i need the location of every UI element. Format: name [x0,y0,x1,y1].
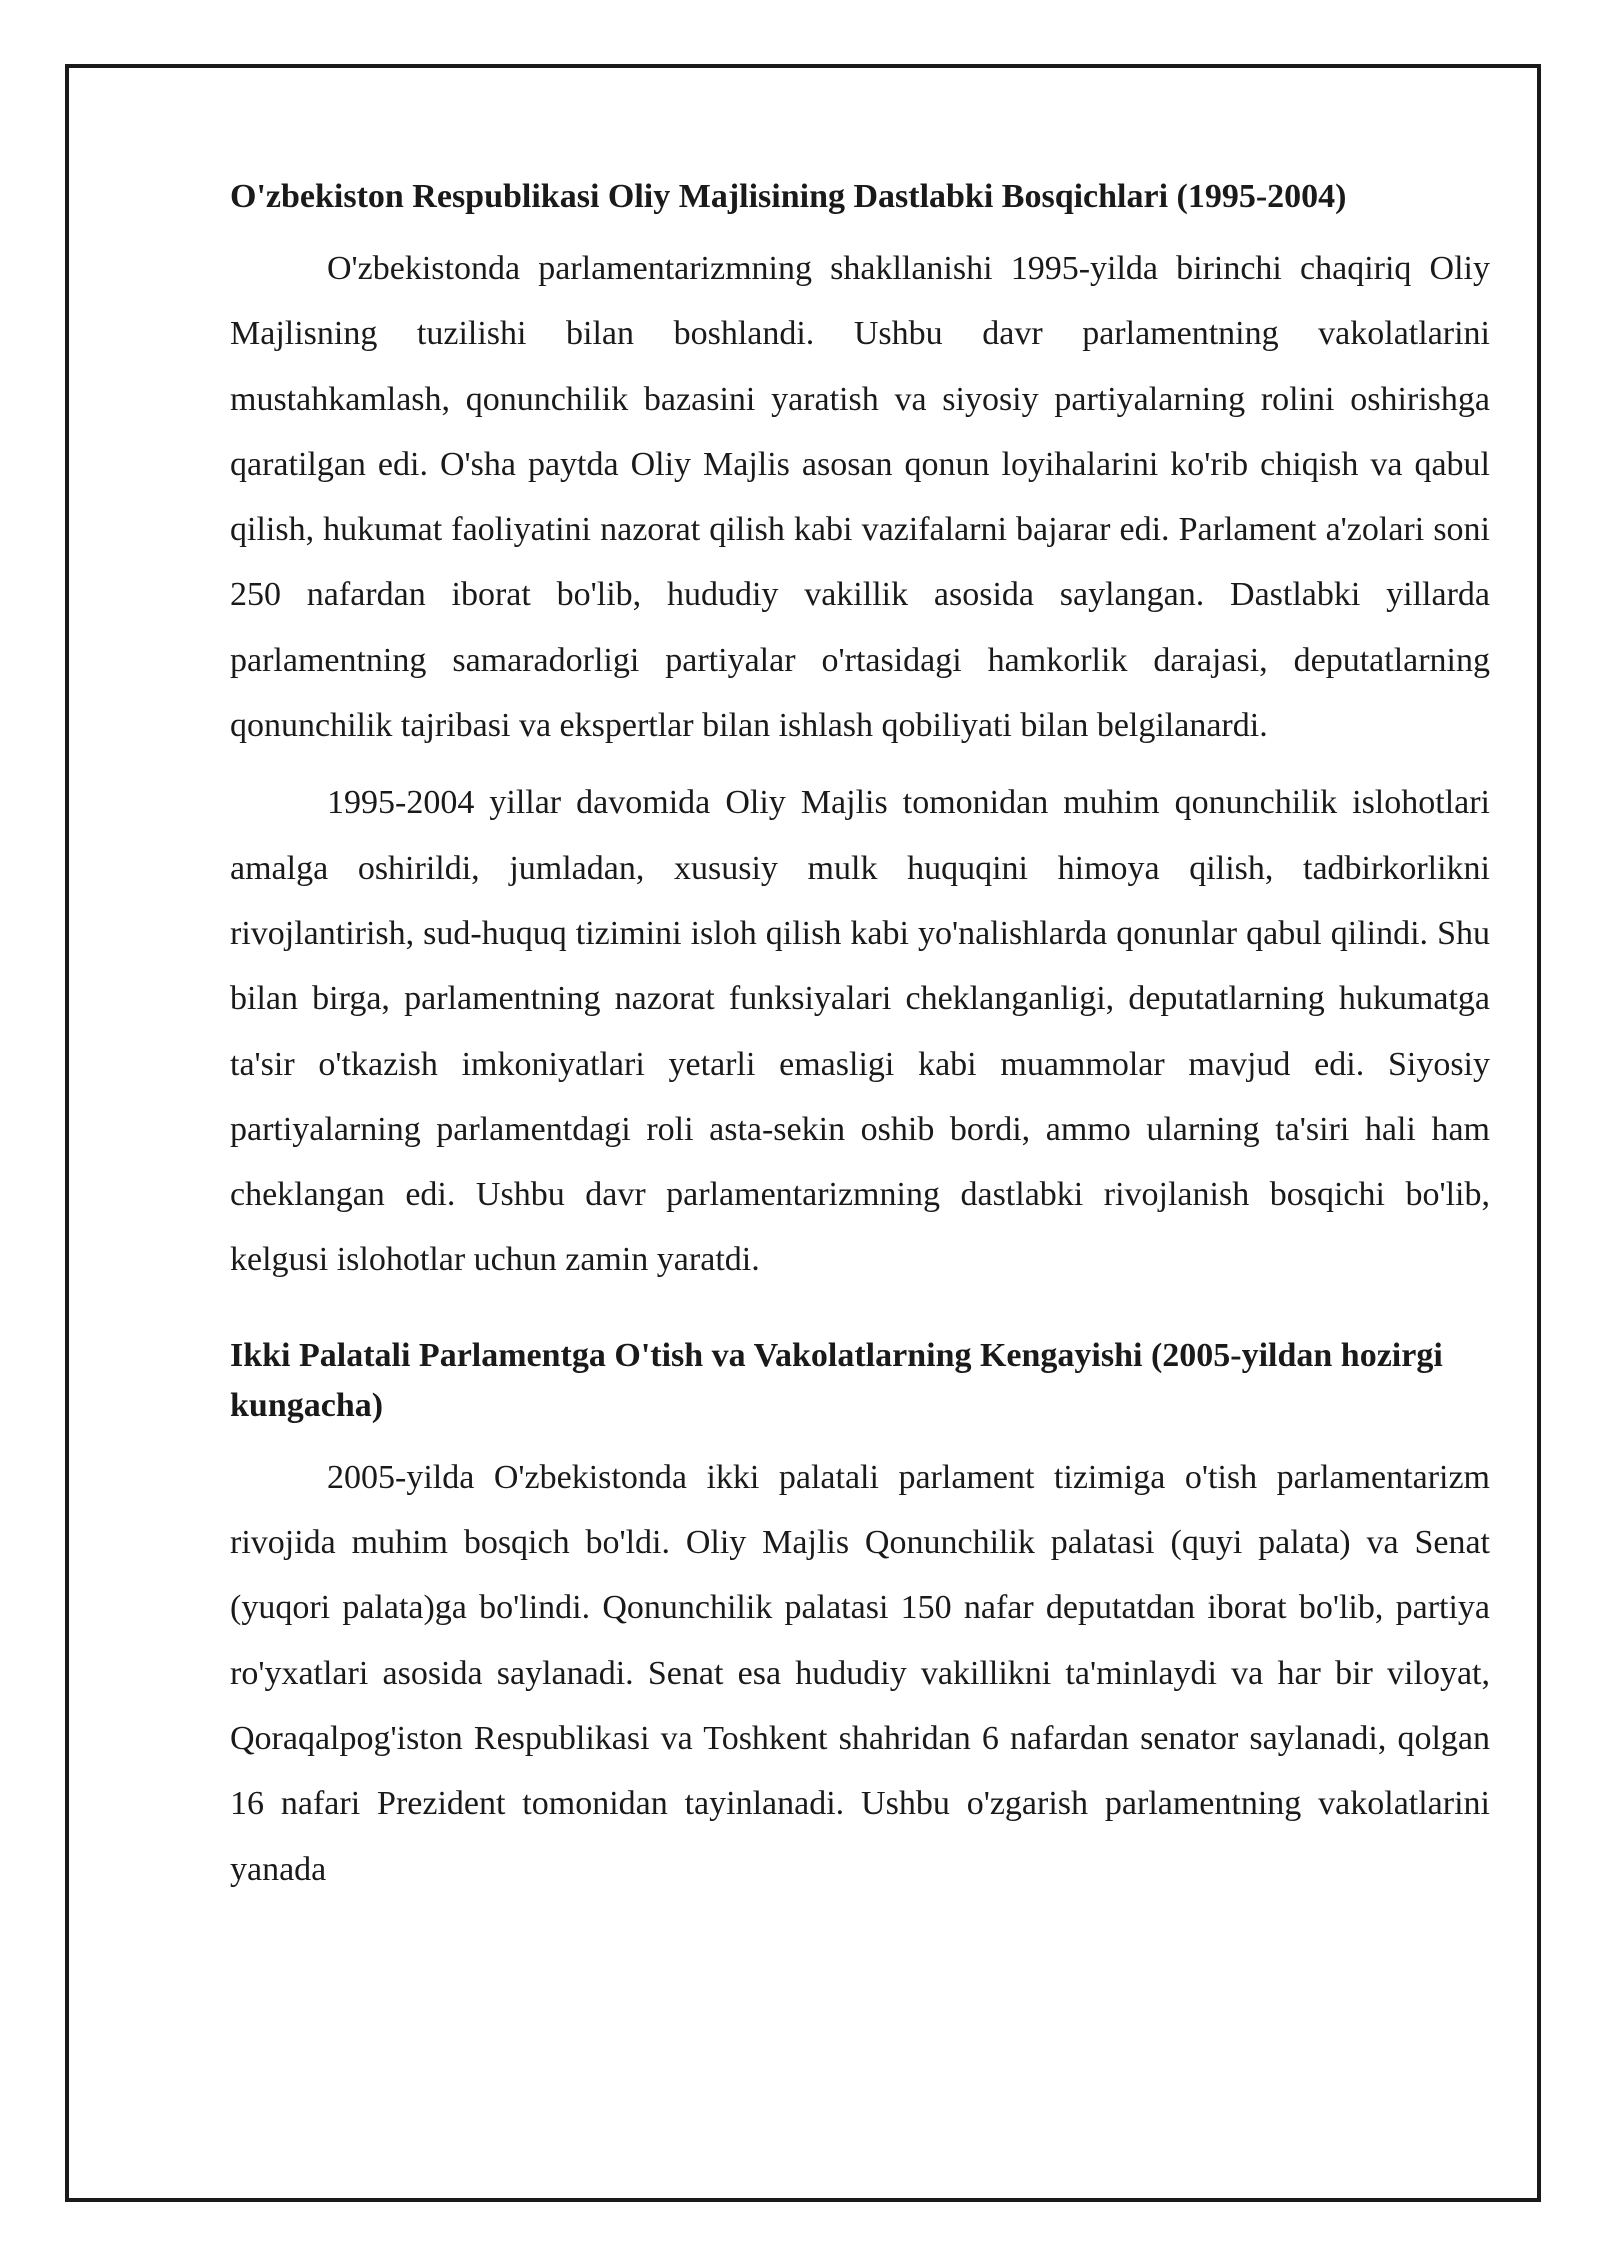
document-body [230,172,1490,1902]
section-heading: Ikki Palatali Parlamentga O'tish va Vakolatlarning Kengayishi (2005-yildan hozirgi kungacha) [230,1336,1443,1424]
section-heading: O'zbekiston Respublikasi Oliy Majlisining Dastlabki Bosqichlari (1995-2004) [230,178,1347,215]
body-paragraph: O'zbekistonda parlamentarizmning shakllanishi 1995-yilda birinchi chaqiriq Oliy Majlisning tuzilishi bilan boshlandi. Ushbu davr parlamentning vakolatlarini mustahkamlash, qonunchilik bazasini yaratish va siyosiy partiyalarning rolini oshirishga qaratilgan edi. O'sha paytda Oliy Majlis asosan qonun loyihalarini ko'rib chiqish va qabul qilish, hukumat faoliyatini nazorat qilish kabi vazifalarni bajarar edi. Parlament a'zolari soni 250 nafardan iborat bo'lib, hududiy vakillik asosida saylangan. Dastlabki yillarda parlamentning samaradorligi partiyalar o'rtasidagi hamkorlik darajasi, deputatlarning qonunchilik tajribasi va ekspertlar bilan ishlash qobiliyati bilan belgilanardi. [230,250,1490,745]
body-paragraph: 1995-2004 yillar davomida Oliy Majlis tomonidan muhim qonunchilik islohotlari amalga oshirildi, jumladan, xususiy mulk huquqini himoya qilish, tadbirkorlikni rivojlantirish, sud-huquq tizimini isloh qilish kabi yo'nalishlarda qonunlar qabul qilindi. Shu bilan birga, parlamentning nazorat funksiyalari cheklanganligi, deputatlarning hukumatga ta'sir o'tkazish imkoniyatlari yetarli emasligi kabi muammolar mavjud edi. Siyosiy partiyalarning parlamentdagi roli asta-sekin oshib bordi, ammo ularning ta'siri hali ham cheklangan edi. Ushbu davr parlamentarizmning dastlabki rivojlanish bosqichi bo'lib, kelgusi islohotlar uchun zamin yaratdi. [230,784,1490,1279]
body-paragraph: 2005-yilda O'zbekistonda ikki palatali parlament tizimiga o'tish parlamentarizm rivojida muhim bosqich bo'ldi. Oliy Majlis Qonunchilik palatasi (quyi palata) va Senat (yuqori palata)ga bo'lindi. Qonunchilik palatasi 150 nafar deputatdan iborat bo'lib, partiya ro'yxatlari asosida saylanadi. Senat esa hududiy vakillikni ta'minlaydi va har bir viloyat, Qoraqalpog'iston Respublikasi va Toshkent shahridan 6 nafardan senator saylanadi, qolgan 16 nafari Prezident tomonidan tayinlanadi. Ushbu o'zgarish parlamentning vakolatlarini yanada [230,1458,1490,1888]
